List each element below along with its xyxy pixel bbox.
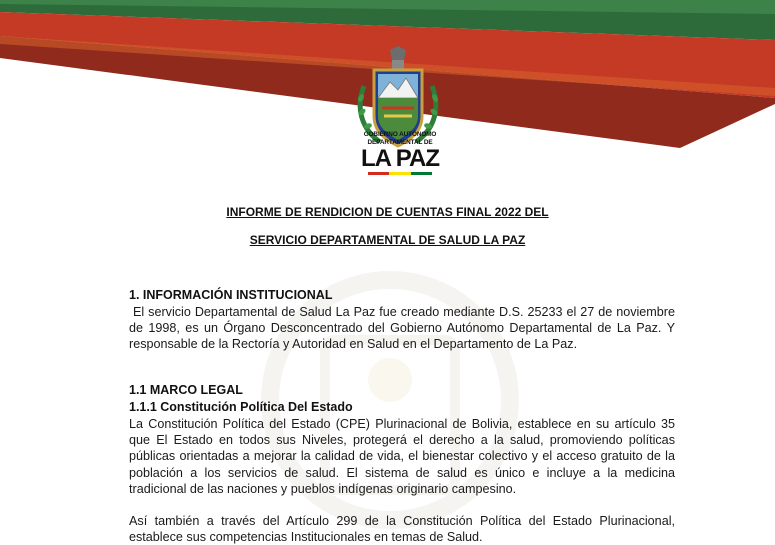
section-1-1-1-paragraph-1: La Constitución Política del Estado (CPE) Plurinacional de Bolivia, establece en su artículo 35 que El Estado en todos sus Niveles, protegerá el derecho a la salud, promoviendo políticas públicas orientadas a mejorar la calidad de vida, el bienestar colectivo y el acceso gratuito de la población a los servicios de salud. El sistema de salud es único e incluye a la medicina tradicional de las naciones y pueblos indígenas originario campesino. (129, 417, 675, 496)
section-1-heading: 1. INFORMACIÓN INSTITUCIONAL (129, 288, 333, 302)
report-title-line-2: SERVICIO DEPARTAMENTAL DE SALUD LA PAZ (249, 233, 526, 247)
logo-la-paz: LA PAZ (361, 145, 439, 172)
section-1-1-1-paragraph-2: Así también a través del Artículo 299 de la Constitución Política del Estado Plurinacional, establece sus competencias Institucionales en temas de Salud. (129, 514, 675, 545)
logo-line-1: GOBIERNO AUTÓNOMO (363, 131, 437, 138)
logo-flag-stripe (368, 172, 432, 175)
section-1-text: El servicio Departamental de Salud La Paz fue creado mediante D.S. 25233 el 27 de noviembre de 1998, es un Órgano Desconcentrado del Gobierno Autónomo Departamental de La Paz. Y responsable de la Rectoría y Autoridad en Salud en el Departamento de La Paz. (129, 305, 675, 352)
logo-line-2: DEPARTAMENTAL DE (367, 138, 433, 146)
report-title-line-1: INFORME DE RENDICION DE CUENTAS FINAL 2022 DEL (226, 205, 549, 219)
section-1-1-heading: 1.1 MARCO LEGAL (129, 383, 243, 397)
logo-wordmark (355, 131, 445, 175)
section-1-1-1-heading: 1.1.1 Constitución Política Del Estado (129, 400, 353, 414)
